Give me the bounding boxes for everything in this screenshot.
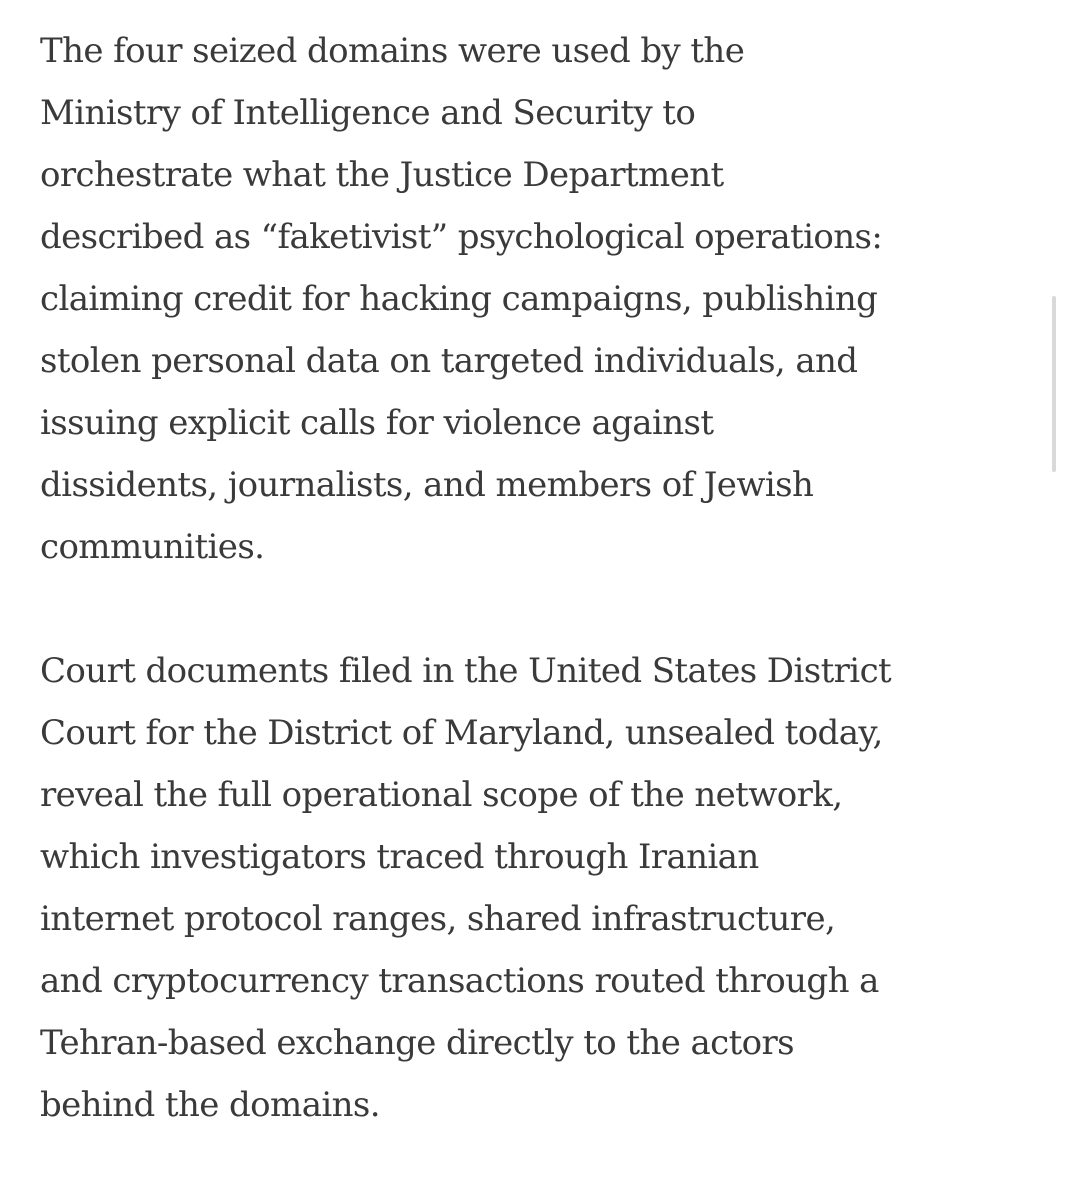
text-line: Court documents filed in the United States District: [40, 651, 892, 691]
text-line: communities.: [40, 527, 265, 567]
text-line: internet protocol ranges, shared infrastructure,: [40, 899, 836, 939]
text-line: claiming credit for hacking campaigns, publishing: [40, 279, 878, 319]
text-line: stolen personal data on targeted individuals, and: [40, 341, 858, 381]
paragraph-seized-domains: [40, 20, 1040, 578]
text-line: orchestrate what the Justice Department: [40, 155, 724, 195]
paragraph-court-documents: [40, 640, 1040, 1136]
text-line: reveal the full operational scope of the network,: [40, 775, 843, 815]
text-line: described as “faketivist” psychological operations:: [40, 217, 883, 257]
text-line: and cryptocurrency transactions routed through a: [40, 961, 879, 1001]
text-line: behind the domains.: [40, 1085, 380, 1125]
article-body: [40, 20, 1040, 1198]
text-line: dissidents, journalists, and members of Jewish: [40, 465, 814, 505]
text-line: Court for the District of Maryland, unsealed today,: [40, 713, 883, 753]
text-line: The four seized domains were used by the: [40, 31, 745, 71]
text-line: issuing explicit calls for violence against: [40, 403, 714, 443]
text-line: Ministry of Intelligence and Security to: [40, 93, 696, 133]
scrollbar-thumb[interactable]: [1052, 296, 1056, 472]
text-line: Tehran-based exchange directly to the actors: [40, 1023, 795, 1063]
text-line: which investigators traced through Iranian: [40, 837, 759, 877]
